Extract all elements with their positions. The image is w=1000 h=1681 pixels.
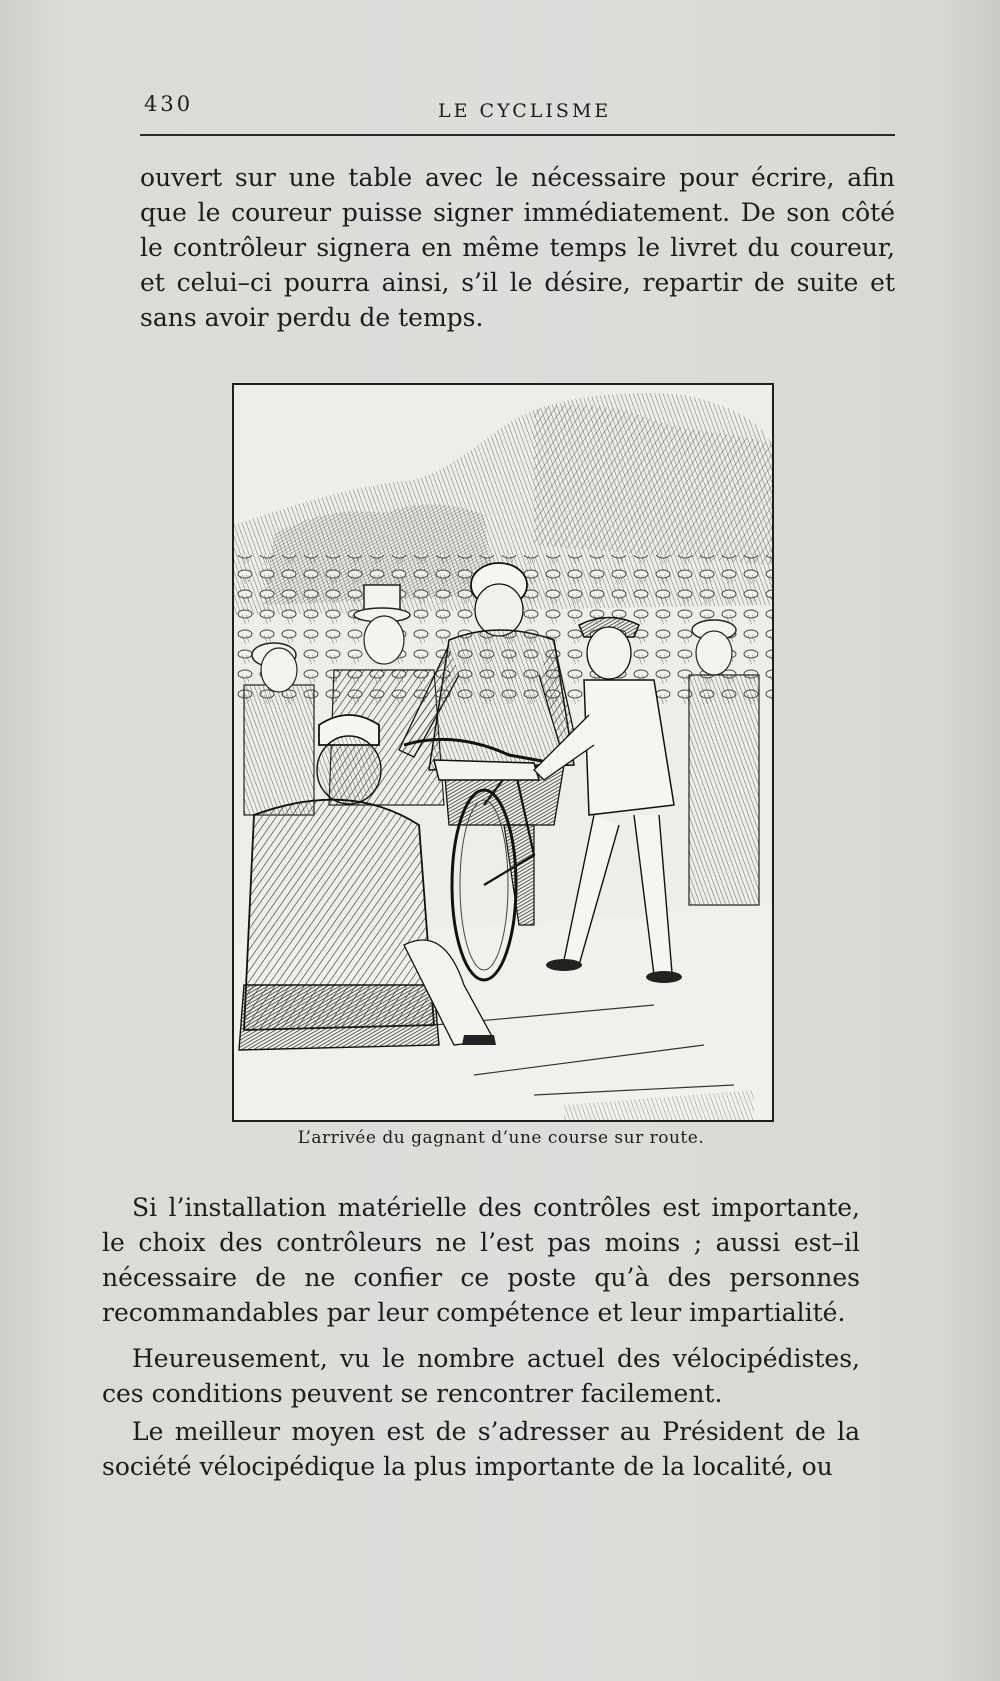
- paragraph-2: Heureusement, vu le nombre actuel des vélocipédistes, ces conditions peuvent se rencontrer facilement.: [102, 1344, 860, 1408]
- page-header: [140, 88, 895, 128]
- illustration-cyclist-arrival: [234, 385, 772, 1120]
- paragraph-3: Le meilleur moyen est de s’adresser au Président de la société vélocipédique la plus importante de la localité, ou: [102, 1417, 860, 1481]
- paragraph-1: Si l’installation matérielle des contrôles est importante, le choix des contrôleurs ne l’est pas moins ; aussi est–il nécessaire de ne confier ce poste qu’à des personnes recommandables par leur compétence et leur impartialité.: [102, 1193, 860, 1327]
- running-title: LE CYCLISME: [438, 100, 612, 122]
- figure-caption: L’arrivée du gagnant d’une course sur route.: [297, 1128, 705, 1148]
- paragraph-top: ouvert sur une table avec le nécessaire pour écrire, afin que le coureur puisse signer immédiatement. De son côté le contrôleur signera en même temps le livret du coureur, et celui–ci pourra ainsi, s’il le désire, repartir de suite et sans avoir perdu de temps.: [140, 163, 895, 332]
- illustration: [232, 383, 774, 1122]
- page-number: 430: [144, 92, 194, 116]
- header-rule: [140, 134, 895, 136]
